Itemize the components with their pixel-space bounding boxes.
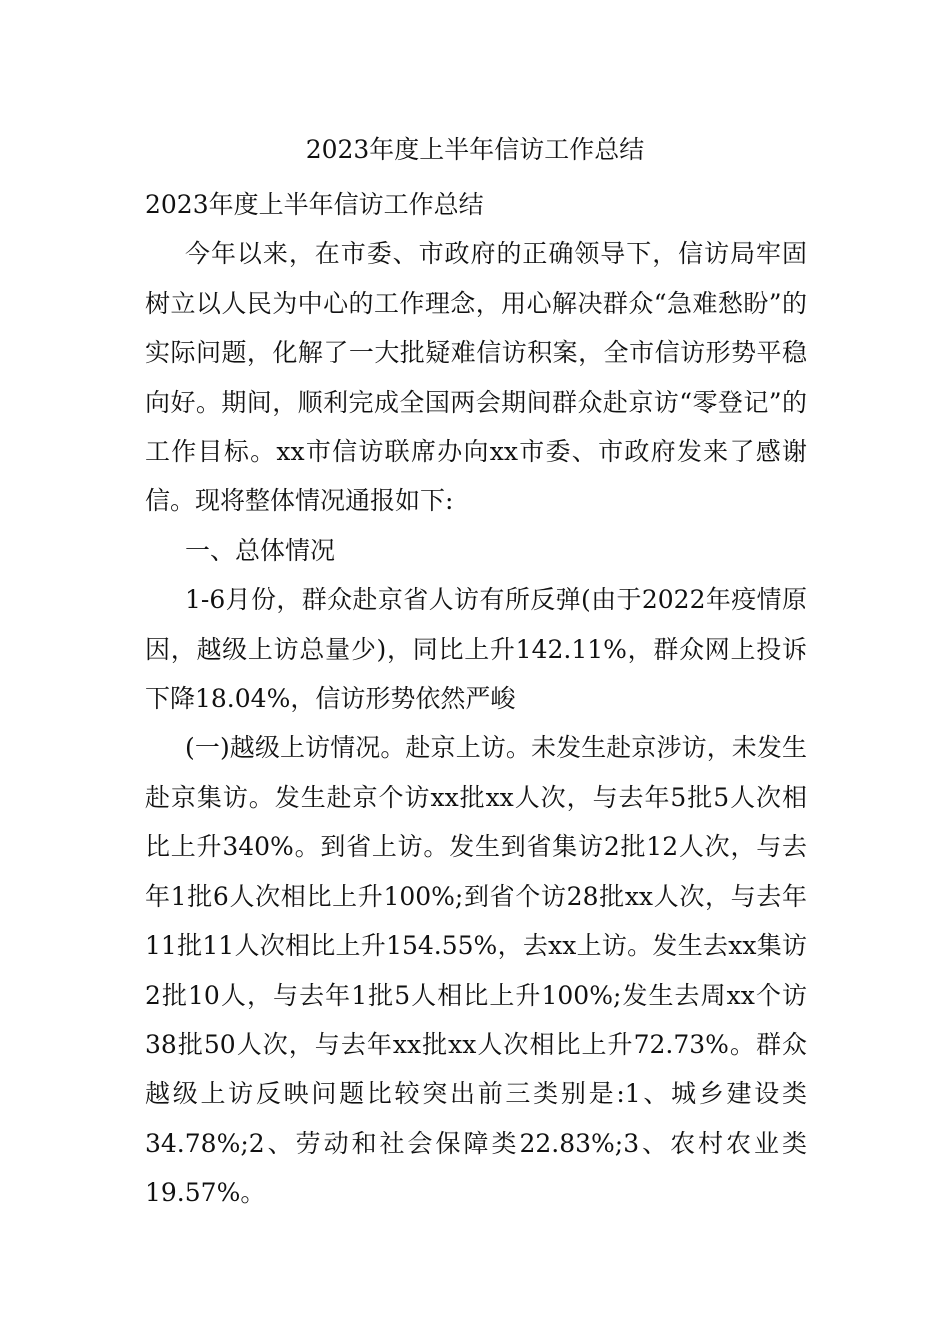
paragraph-intro: 今年以来，在市委、市政府的正确领导下，信访局牢固树立以人民为中心的工作理念，用心解决群众“急难愁盼”的实际问题，化解了一大批疑难信访积案，全市信访形势平稳向好。期间，顺利完成全国两会期间群众赴京访“零登记”的工作目标。xx市信访联席办向xx市委、市政府发来了感谢信。现将整体情况通报如下: [145, 239, 807, 516]
paragraph-escalated-petitions: (一)越级上访情况。赴京上访。未发生赴京涉访，未发生赴京集访。发生赴京个访xx批xx人次，与去年5批5人次相比上升340%。到省上访。发生到省集访2批12人次，与去年1批6人次相比上升100%;到省个访28批xx人次，与去年11批11人次相比上升154.55%，去xx上访。发生去xx集访2批10人，与去年1批5人相比上升100%;发生去周xx个访38批50人次，与去年xx批xx人次相比上升72.73%。群众越级上访反映问题比较突出前三类别是:1、城乡建设类34.78%;2、劳动和社会保障类22.83%;3、农村农业类19.57%。 [145, 733, 807, 1208]
document-subtitle: 2023年度上半年信访工作总结 [145, 190, 484, 219]
document-body [145, 180, 807, 1218]
document-title: 2023年度上半年信访工作总结 [305, 135, 645, 164]
section-heading-overall: 一、总体情况 [185, 535, 336, 565]
paragraph-overall-stats: 1-6月份，群众赴京省人访有所反弹(由于2022年疫情原因，越级上访总量少)，同比上升142.11%，群众网上投诉下降18.04%，信访形势依然严峻 [145, 585, 807, 714]
